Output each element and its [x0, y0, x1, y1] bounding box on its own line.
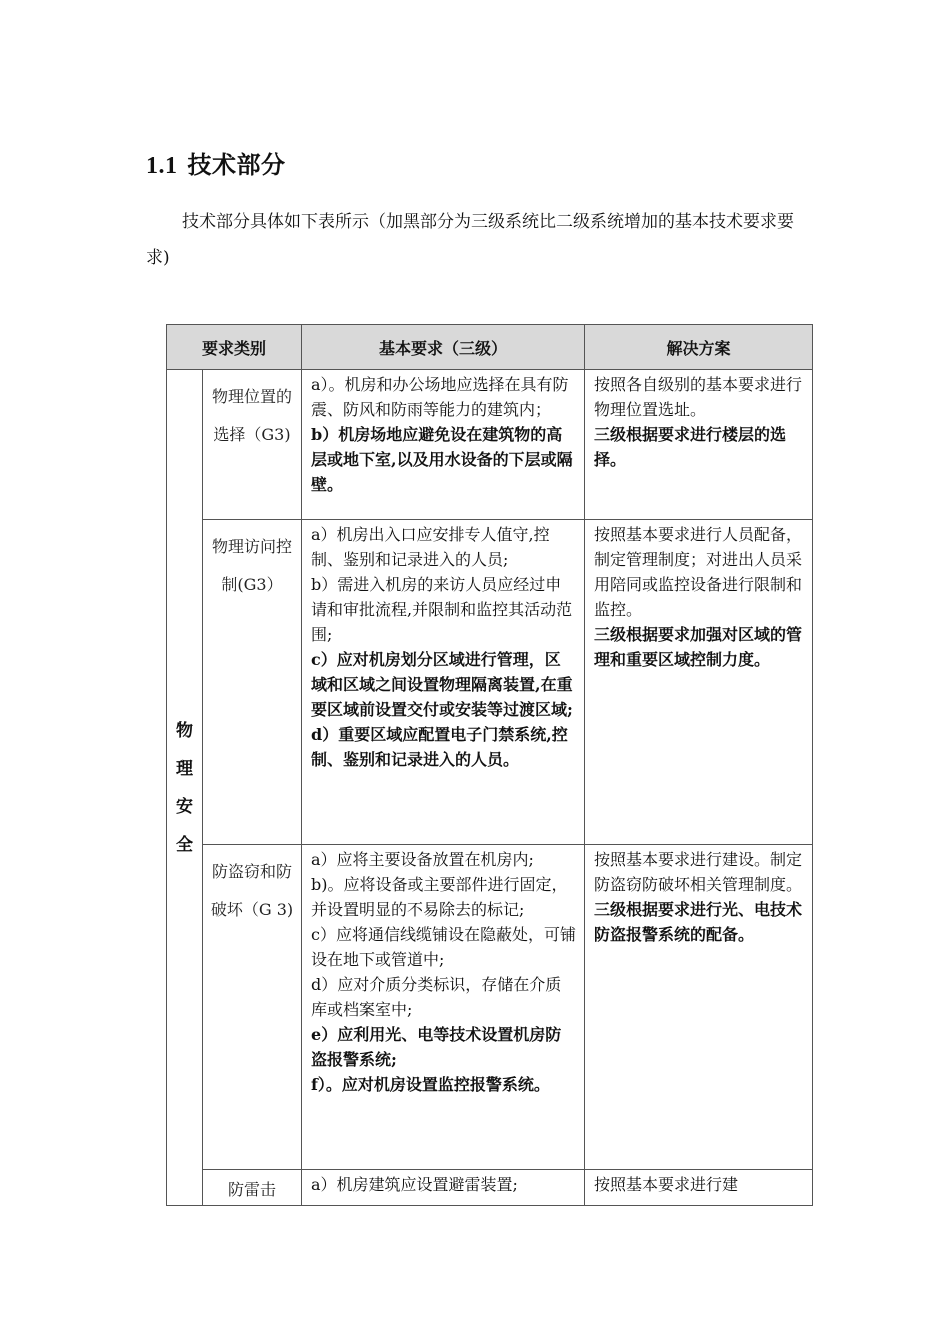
subcategory-cell: 物理访问控制(G3） [203, 520, 302, 845]
table-row [167, 370, 813, 520]
section-number: 1.1 [146, 153, 178, 179]
solution-item: 按照基本要求进行建设。制定防盗窃防破坏相关管理制度。 [594, 850, 803, 894]
requirement-item: b)。应将设备或主要部件进行固定，并设置明显的不易除去的标记; [311, 875, 568, 919]
requirement-item: c）应将通信线缆铺设在隐蔽处，可铺设在地下或管道中; [311, 925, 576, 969]
requirement-cell [302, 845, 585, 1170]
header-solution: 解决方案 [585, 325, 813, 370]
category-label: 物理安全 [176, 720, 193, 855]
subcategory-cell: 防盗窃和防破坏（G 3) [203, 845, 302, 1170]
table-header-row [167, 325, 813, 370]
requirement-item: f）。应对机房设置监控报警系统。 [311, 1075, 550, 1094]
category-cell [167, 370, 203, 1206]
requirement-item: a）应将主要设备放置在机房内; [311, 850, 534, 869]
requirement-cell [302, 1170, 585, 1206]
solution-item: 按照基本要求进行人员配备，制定管理制度；对进出人员采用陪同或监控设备进行限制和监控。 [594, 525, 803, 619]
requirement-item: a）。机房和办公场地应选择在具有防震、防风和防雨等能力的建筑内； [311, 375, 569, 419]
solution-item: 按照基本要求进行建 [594, 1175, 739, 1194]
requirement-item: d）应对介质分类标识，存储在介质库或档案室中; [311, 975, 562, 1019]
solution-item: 三级根据要求加强对区域的管理和重要区域控制力度。 [594, 625, 803, 669]
subcategory-cell: 物理位置的选择（G3) [203, 370, 302, 520]
requirement-item: e）应利用光、电等技术设置机房防盗报警系统; [311, 1025, 562, 1069]
requirement-item: b）需进入机房的来访人员应经过申请和审批流程,并限制和监控其活动范围; [311, 575, 573, 644]
table-row [167, 1170, 813, 1206]
table-row [167, 845, 813, 1170]
solution-cell [585, 520, 813, 845]
solution-item: 按照各自级别的基本要求进行物理位置选址。 [594, 375, 803, 419]
solution-item: 三级根据要求进行楼层的选择。 [594, 425, 787, 469]
requirement-cell [302, 370, 585, 520]
requirement-item: a）机房出入口应安排专人值守,控制、鉴别和记录进入的人员; [311, 525, 550, 569]
solution-cell [585, 370, 813, 520]
requirement-cell [302, 520, 585, 845]
section-title: 技术部分 [187, 153, 286, 179]
requirement-item: a）机房建筑应设置避雷装置; [311, 1175, 518, 1194]
section-heading [146, 145, 286, 180]
table-row [167, 520, 813, 845]
header-category: 要求类别 [167, 325, 302, 370]
intro-paragraph: 技术部分具体如下表所示（加黑部分为三级系统比二级系统增加的基本技术要求要求) [146, 212, 794, 268]
requirements-table [166, 324, 813, 1206]
solution-cell [585, 845, 813, 1170]
subcategory-cell: 防雷击 [203, 1170, 302, 1206]
solution-cell [585, 1170, 813, 1206]
requirement-item: c）应对机房划分区域进行管理，区域和区域之间设置物理隔离装置,在重要区域前设置交付或安装等过渡区域; [311, 650, 573, 719]
header-requirement: 基本要求（三级） [302, 325, 585, 370]
requirement-item: d）重要区域应配置电子门禁系统,控制、鉴别和记录进入的人员。 [311, 725, 568, 769]
solution-item: 三级根据要求进行光、电技术防盗报警系统的配备。 [594, 900, 803, 944]
requirement-item: b）机房场地应避免设在建筑物的高层或地下室,以及用水设备的下层或隔壁。 [311, 425, 573, 494]
